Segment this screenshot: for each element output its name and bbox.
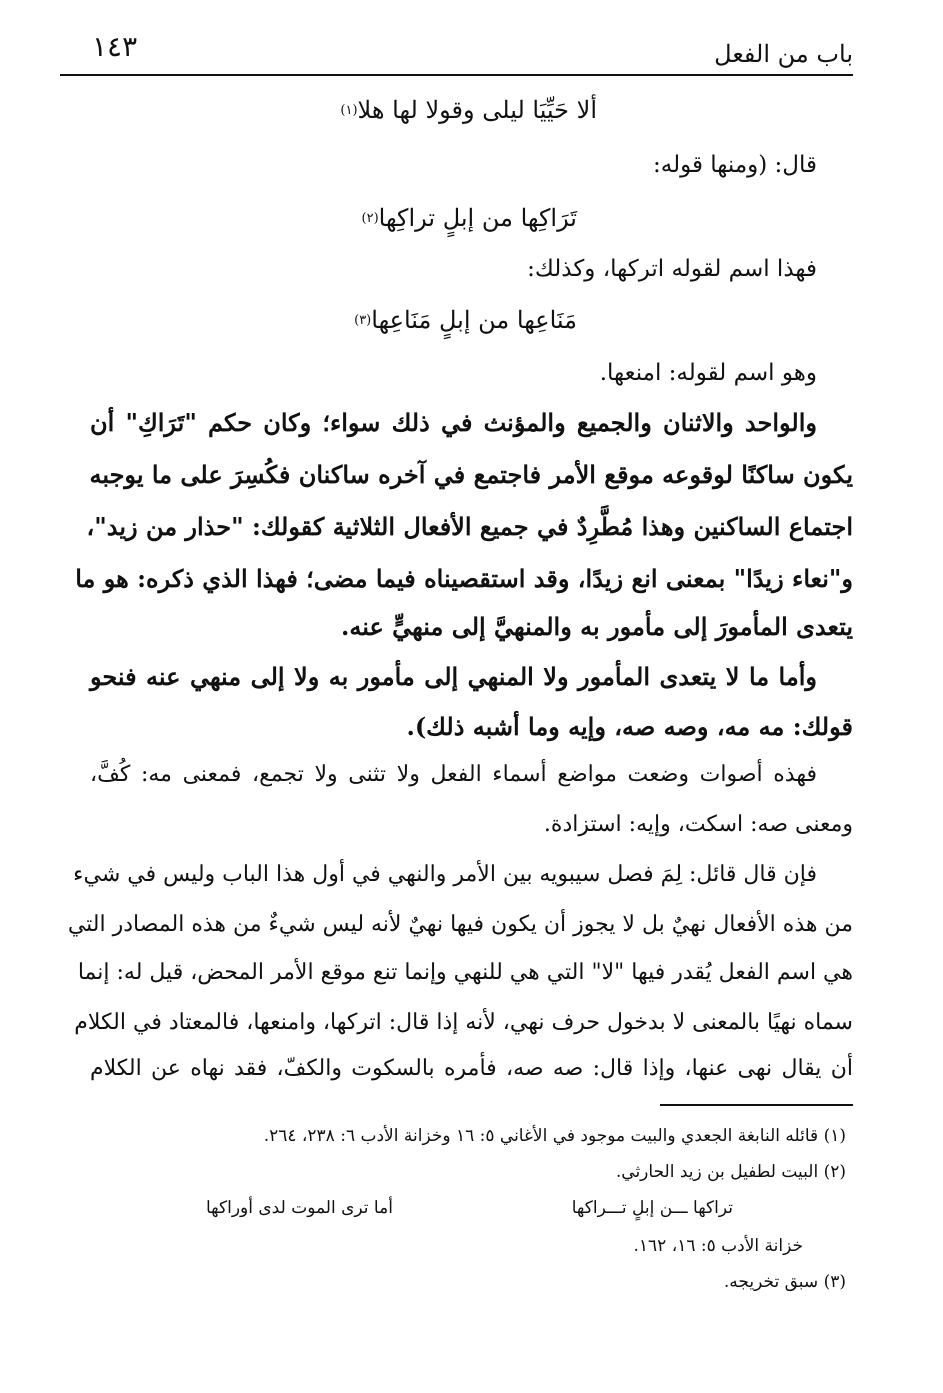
text-line-13: قولك: مه مه، وصه صه، وإيه وما أشبه ذلك).: [406, 712, 853, 741]
text-line-11: يتعدى المأمورَ إلى مأمور به والمنهيَّ إلى منهيٍّ عنه.: [341, 612, 853, 641]
chapter-title: باب من الفعل: [714, 40, 853, 68]
text-line-6: وهو اسم لقوله: امنعها.: [599, 360, 817, 386]
footnote-ref-2: (٢): [361, 211, 379, 226]
footnote-2: (٢) البيت لطفيل بن زيد الحارثي.: [615, 1162, 846, 1182]
text-line-9: اجتماع الساكنين وهذا مُطَّرِدٌ في جميع الأفعال الثلاثية كقولك: "حذار من زيد"،: [86, 512, 853, 541]
verse-line-5: [354, 306, 577, 334]
text-line-2: قال: (ومنها قوله:: [653, 152, 817, 178]
footnote-ref-3: (٣): [354, 313, 372, 328]
text-line-18: هي اسم الفعل يُقدر فيها "لا" التي هي للنهي وإنما تنع موقع الأمر المحض، قيل له: إنما: [77, 960, 853, 985]
text-line-14: فهذه أصوات وضعت مواضع أسماء الفعل ولا تثنى ولا تجمع، فمعنى مه: كُفَّ،: [90, 762, 817, 787]
text-line-19: سماه نهيًا بالمعنى لا بدخول حرف نهي، لأنه إذا قال: اتركها، وامنعها، فالمعتاد في الكلام: [74, 1010, 853, 1035]
running-header: [60, 28, 853, 72]
footnote-1: (١) قائله النابغة الجعدي والبيت موجود في الأغاني ٥: ١٦ وخزانة الأدب ٦: ٢٣٨، ٢٦٤.: [263, 1126, 846, 1146]
text-line-15: ومعنى صه: اسكت، وإيه: استزادة.: [543, 812, 853, 837]
footnote-2-verse-second-hemistich: أما ترى الموت لدى أوراكها: [206, 1198, 393, 1218]
text-line-8: يكون ساكنًا لوقوعه موقع الأمر فاجتمع في آخره ساكنان فكُسِرَ على ما يوجبه: [89, 460, 853, 489]
footnote-rule: [660, 1104, 853, 1106]
text-line-4: فهذا اسم لقوله اتركها، وكذلك:: [527, 256, 817, 282]
text-line-17: من هذه الأفعال نهيٌ بل لا يجوز أن يكون فيها نهيٌ لأنه ليس شيءٌ من هذه المصادر التي: [67, 912, 853, 937]
verse-line-1: [340, 96, 597, 124]
verse-text: ألا حَيِّيَا ليلى وقولا لها هلا: [357, 96, 597, 124]
text-line-16: فإن قال قائل: لِمَ فصل سيبويه بين الأمر والنهي في أول هذا الباب وليس في شيء: [73, 862, 817, 887]
footnote-2-verse-first-hemistich: تراكها ـــن إبلٍ تـــراكها: [571, 1198, 733, 1218]
footnote-2-source: خزانة الأدب ٥: ١٦، ١٦٢.: [633, 1236, 803, 1256]
page-number: ١٤٣: [92, 30, 138, 63]
footnote-ref-1: (١): [340, 103, 358, 118]
text-line-7: والواحد والاثنان والجميع والمؤنث في ذلك سواء؛ وكان حكم "تَرَاكِ" أن: [90, 408, 817, 437]
verse-line-3: [362, 204, 577, 232]
footnote-3: (٣) سبق تخريجه.: [723, 1272, 846, 1292]
header-rule: [60, 74, 853, 76]
text-line-10: و"نعاء زيدًا" بمعنى انع زيدًا، وقد استقصيناه فيما مضى؛ فهذا الذي ذكره: هو ما: [75, 564, 853, 593]
text-line-20: أن يقال نهى عنها، وإذا قال: صه صه، فأمره بالسكوت والكفّ، فقد نهاه عن الكلام: [90, 1056, 853, 1081]
verse-text: تَرَاكِها من إبلٍ تراكِها: [378, 204, 577, 232]
verse-text: مَنَاعِها من إبلٍ مَنَاعِها: [371, 306, 577, 334]
text-line-12: وأما ما لا يتعدى المأمور ولا المنهي إلى مأمور به ولا إلى منهي عنه فنحو: [90, 662, 817, 691]
